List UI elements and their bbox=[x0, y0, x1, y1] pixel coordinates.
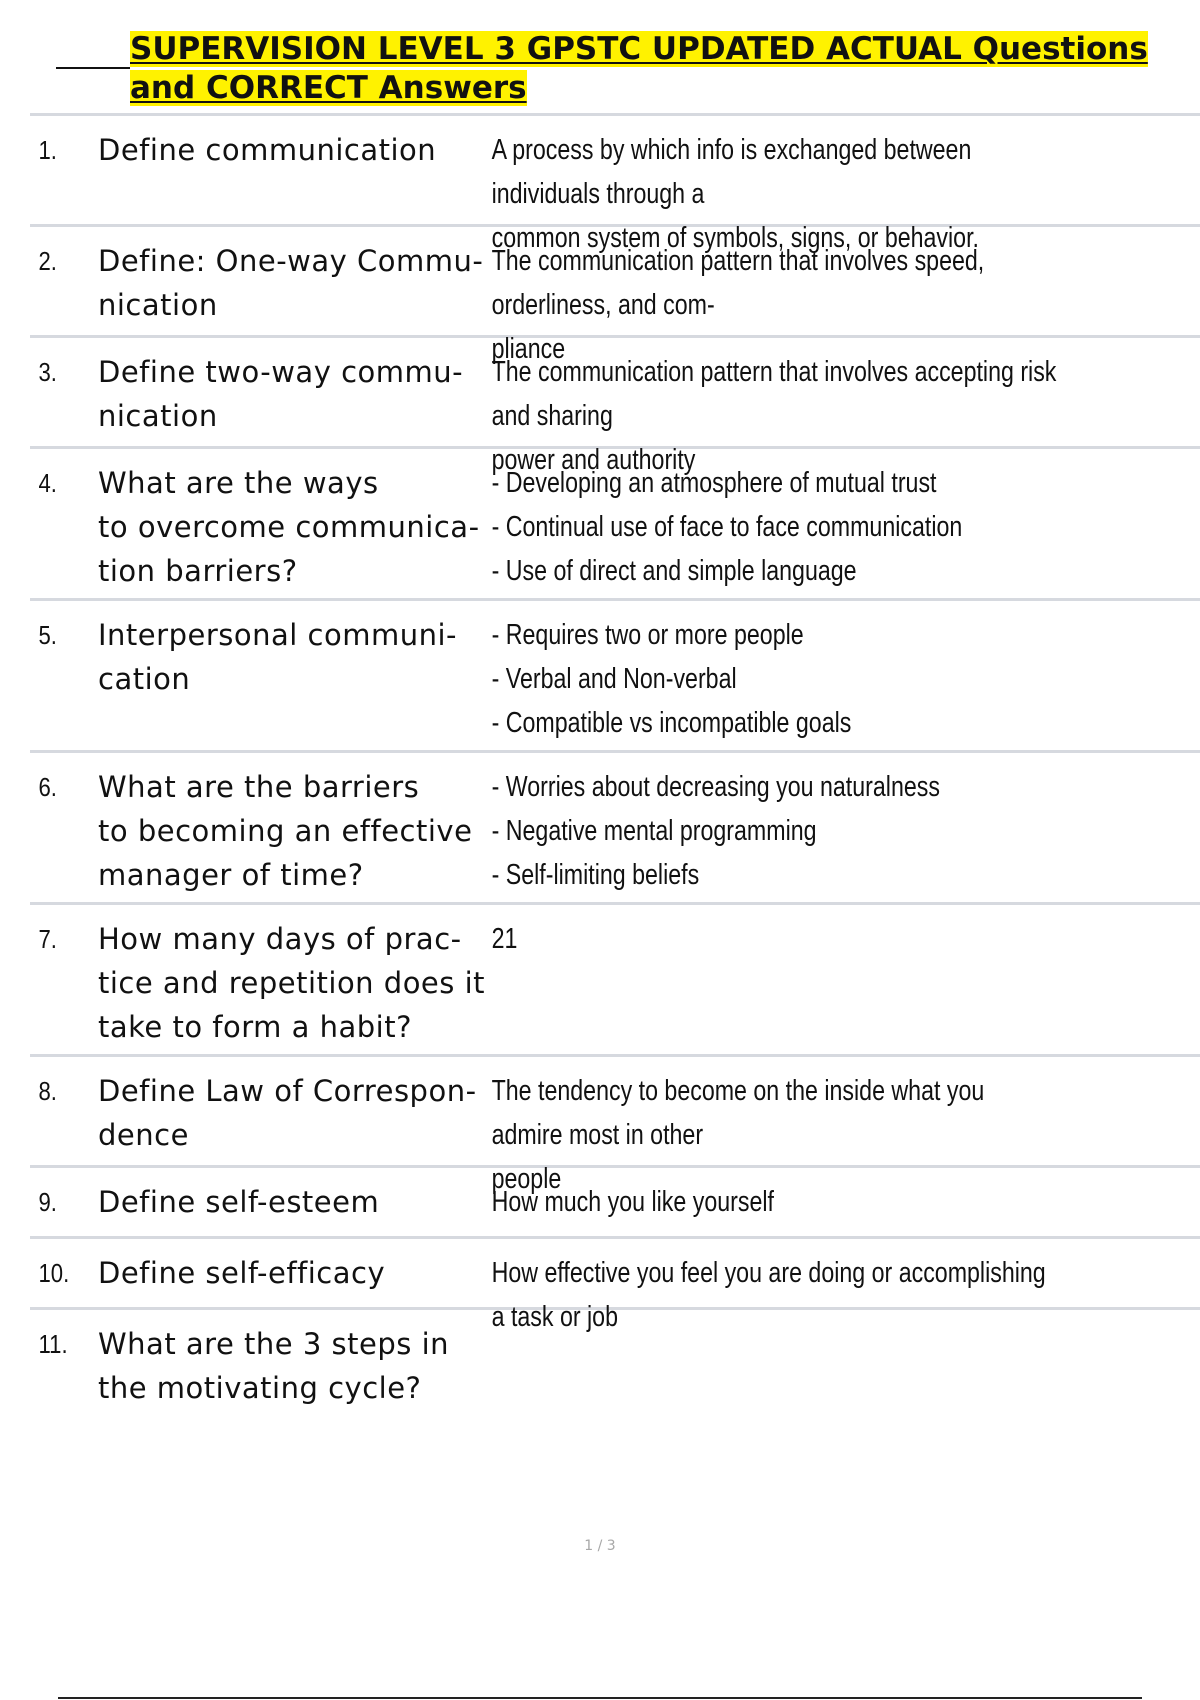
question-text: How many days of prac- tice and repetition does it take to form a habit? bbox=[98, 922, 486, 1044]
question-number: 6. bbox=[38, 772, 57, 802]
answer-text: - Requires two or more people - Verbal and Non-verbal - Compatible vs incompatible goals bbox=[491, 619, 852, 739]
qa-table bbox=[30, 113, 1200, 1430]
answer-text: - Worries about decreasing you naturalness - Negative mental programming - Self-limiting beliefs bbox=[491, 771, 940, 891]
qa-row bbox=[30, 227, 1200, 365]
question-number: 11. bbox=[38, 1329, 68, 1359]
page-title-text: SUPERVISION LEVEL 3 GPSTC UPDATED ACTUAL Questions and CORRECT Answers bbox=[130, 31, 1148, 106]
qa-row bbox=[30, 601, 1200, 753]
question-number: 5. bbox=[38, 620, 57, 650]
page-number: 1 / 3 bbox=[584, 1538, 616, 1554]
question-number: 8. bbox=[38, 1076, 57, 1106]
question-text: Define two-way commu- nication bbox=[98, 355, 464, 433]
footer-rule bbox=[58, 1697, 1142, 1699]
question-number: 9. bbox=[38, 1187, 57, 1217]
qa-row bbox=[30, 1057, 1200, 1195]
question-text: Define communication bbox=[98, 133, 437, 167]
question-text: Define self-esteem bbox=[98, 1185, 380, 1219]
answer-text: - Developing an atmosphere of mutual trust - Continual use of face to face communication - Use of direct and simple language bbox=[491, 467, 963, 587]
question-text: What are the barriers to becoming an effective manager of time? bbox=[98, 770, 473, 892]
question-text: Define Law of Correspon- dence bbox=[98, 1074, 477, 1152]
qa-row bbox=[30, 449, 1200, 601]
question-number: 3. bbox=[38, 357, 57, 387]
answer-text: How effective you feel you are doing or accomplishing a task or job bbox=[491, 1257, 1046, 1333]
answer-text: The communication pattern that involves accepting risk and sharing power and authority bbox=[491, 356, 1057, 476]
question-text: Define self-efficacy bbox=[98, 1256, 386, 1290]
answer-text: How much you like yourself bbox=[491, 1186, 774, 1218]
answer-text: The tendency to become on the inside what you admire most in other people bbox=[491, 1075, 985, 1195]
question-number: 7. bbox=[38, 924, 57, 954]
answer-text: 21 bbox=[491, 923, 518, 955]
answer-text: A process by which info is exchanged between individuals through a common system of symbols, signs, or behavior. bbox=[491, 134, 979, 254]
title-leading-rule bbox=[56, 67, 130, 69]
qa-row bbox=[30, 338, 1200, 476]
question-text: Interpersonal communi- cation bbox=[98, 618, 457, 696]
question-number: 4. bbox=[38, 468, 57, 498]
question-text: What are the ways to overcome communica- tion barriers? bbox=[98, 466, 480, 588]
question-number: 2. bbox=[38, 246, 57, 276]
qa-row bbox=[30, 905, 1200, 1057]
question-text: Define: One-way Commu- nication bbox=[98, 244, 484, 322]
question-text: What are the 3 steps in the motivating cycle? bbox=[98, 1327, 450, 1405]
page-title bbox=[130, 30, 1180, 108]
question-number: 1. bbox=[38, 135, 57, 165]
answer-text: The communication pattern that involves speed, orderliness, and com- pliance bbox=[491, 245, 985, 365]
qa-row bbox=[30, 753, 1200, 905]
qa-row bbox=[30, 116, 1200, 254]
question-number: 10. bbox=[38, 1258, 70, 1288]
qa-row bbox=[30, 1239, 1200, 1333]
